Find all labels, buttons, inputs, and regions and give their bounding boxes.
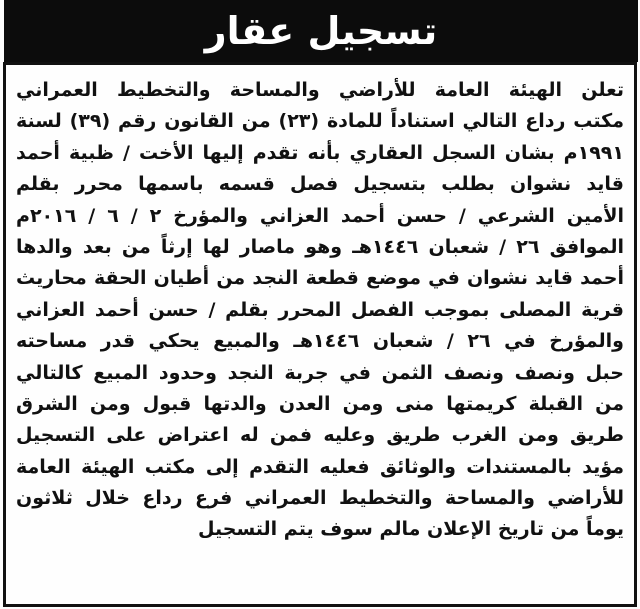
body-line: ١٩٩١م بشان السجل العقاري بأنه تقدم إليها الأخت / ظبية أحمد xyxy=(16,141,624,164)
body-line: تعلن الهيئة العامة للأراضي والمساحة والتخطيط العمراني xyxy=(16,79,624,101)
notice-frame xyxy=(3,62,637,607)
body-line: طريق ومن الغرب طريق وعليه فمن له اعتراض على التسجيل xyxy=(16,424,624,447)
notice-body xyxy=(16,75,624,546)
body-line: والمؤرخ في ٢٦ / شعبان ١٤٤٦هـ والمبيع يحكي قدر مساحته xyxy=(16,330,624,353)
body-line: الموافق ٢٦ / شعبان ١٤٤٦هـ وهو ماصار لها إرثاً من بعد والدها xyxy=(16,235,624,258)
body-line: أحمد قايد نشوان في موضع قطعة النجد من أطيان الحقة محاريث xyxy=(16,267,624,290)
body-line: من القبلة كريمتها منى ومن العدن والدتها قبول ومن الشرق xyxy=(16,392,624,415)
body-line: حبل ونصف ونصف الثمن في جربة النجد وحدود المبيع كالتالي xyxy=(16,361,624,384)
body-line: للأراضي والمساحة والتخطيط العمراني فرع رداع خلال ثلاثون xyxy=(16,487,624,510)
body-line: يوماً من تاريخ الإعلان مالم سوف يتم التسجيل xyxy=(198,518,624,541)
body-line: مؤيد بالمستندات والوثائق فعليه التقدم إلى مكتب الهيئة العامة xyxy=(16,455,624,478)
body-line: قايد نشوان بطلب بتسجيل فصل قسمه باسمها محرر بقلم xyxy=(16,173,624,196)
body-line: الأمين الشرعي / حسن أحمد العزاني والمؤرخ ٢ / ٦ / ٢٠١٦م xyxy=(16,204,624,227)
title-bar xyxy=(4,0,638,62)
notice-title: تسجيل عقار xyxy=(204,9,438,53)
body-line: مكتب رداع التالي استناداً للمادة (٢٣) من القانون رقم (٣٩) لسنة xyxy=(16,110,624,133)
body-line: قرية المصلى بموجب الفصل المحرر بقلم / حسن أحمد العزاني xyxy=(16,298,624,321)
